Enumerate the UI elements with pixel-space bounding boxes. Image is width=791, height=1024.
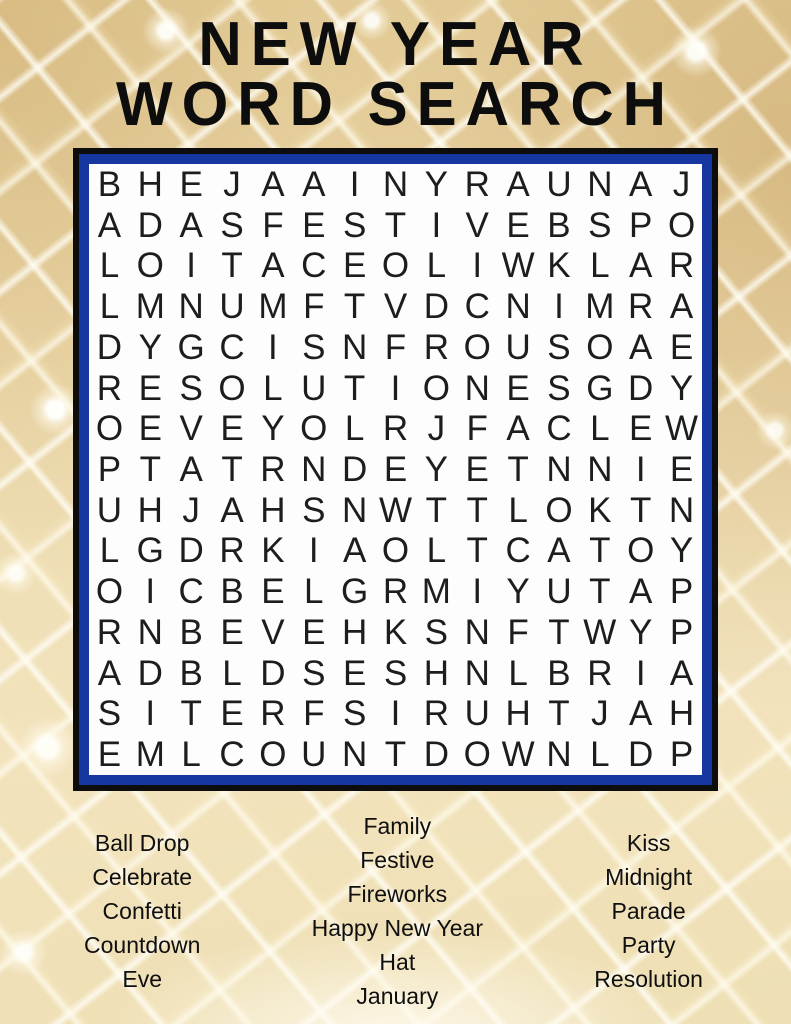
grid-cell: E <box>220 409 244 449</box>
grid-cell: N <box>505 287 531 327</box>
grid-cell: M <box>258 287 288 327</box>
grid-cell: A <box>629 572 653 612</box>
grid-cell: A <box>506 409 530 449</box>
grid-cell: P <box>669 735 694 775</box>
grid-cell: S <box>302 327 326 367</box>
grid-cell: E <box>261 572 285 612</box>
word-list-item: Midnight <box>605 864 693 890</box>
grid-cell: W <box>501 246 535 286</box>
grid-cell: O <box>545 490 573 530</box>
grid-cell: A <box>302 164 326 204</box>
grid-cell: M <box>135 287 165 327</box>
word-list-item: Eve <box>122 966 162 992</box>
grid-cell: R <box>587 653 613 693</box>
grid-cell: E <box>669 327 694 367</box>
grid-cell: Y <box>138 327 162 367</box>
grid-cell: R <box>260 449 286 489</box>
word-list-item: Party <box>621 932 676 958</box>
grid-cell: D <box>423 735 449 775</box>
grid-cell: E <box>669 449 694 489</box>
grid-cell: B <box>179 612 203 652</box>
grid-cell: V <box>383 287 408 327</box>
grid-cell: Y <box>424 164 449 204</box>
grid-cell: T <box>384 205 407 245</box>
grid-cell: O <box>463 327 491 367</box>
grid-cell: T <box>221 246 243 286</box>
grid-cell: H <box>423 653 449 693</box>
grid-cell: N <box>464 368 490 408</box>
grid-cell: N <box>546 449 572 489</box>
grid-cell: P <box>97 449 122 489</box>
word-list-column-2 <box>312 809 483 1013</box>
word-list-item: Ball Drop <box>94 830 190 856</box>
grid-cell: A <box>97 653 122 693</box>
grid-cell: L <box>99 246 120 286</box>
grid-cell: D <box>137 653 163 693</box>
grid-cell: R <box>382 572 409 612</box>
grid-cell: E <box>138 368 162 408</box>
grid-cell: A <box>506 164 530 204</box>
grid-cell: C <box>219 327 245 367</box>
word-list-column-3 <box>594 826 703 996</box>
grid-cell: D <box>137 205 163 245</box>
grid-cell: U <box>301 735 327 775</box>
grid-cell: R <box>628 287 654 327</box>
grid-cell: B <box>220 572 244 612</box>
word-list-item: Confetti <box>102 898 182 924</box>
grid-cell: L <box>590 409 610 449</box>
grid-cell: R <box>423 327 449 367</box>
grid-cell: B <box>547 205 571 245</box>
grid-cell: B <box>179 653 203 693</box>
word-list-item: Happy New Year <box>311 915 483 941</box>
grid-cell: A <box>179 449 203 489</box>
grid-cell: S <box>383 653 408 693</box>
grid-cell: Y <box>669 531 694 571</box>
grid-cell: R <box>96 368 123 408</box>
grid-cell: L <box>508 653 528 693</box>
grid-cell: W <box>501 735 535 775</box>
grid-cell: I <box>431 205 442 245</box>
grid-cell: E <box>465 449 489 489</box>
grid-cell: W <box>583 612 617 652</box>
grid-cell: I <box>635 449 646 489</box>
grid-cell: L <box>99 287 120 327</box>
word-list-item: Parade <box>611 898 686 924</box>
word-search-grid-frame <box>73 148 718 791</box>
grid-cell: A <box>179 205 203 245</box>
word-search-grid <box>89 164 702 775</box>
grid-cell: S <box>342 205 367 245</box>
grid-cell: O <box>381 246 410 286</box>
grid-cell: U <box>505 327 531 367</box>
grid-cell: E <box>97 735 122 775</box>
grid-cell: T <box>507 449 529 489</box>
grid-cell: L <box>426 246 447 286</box>
grid-cell: T <box>180 694 202 734</box>
grid-cell: N <box>341 735 368 775</box>
grid-cell: S <box>588 205 612 245</box>
grid-cell: T <box>139 449 161 489</box>
grid-cell: C <box>464 287 490 327</box>
grid-cell: A <box>629 694 653 734</box>
grid-cell: H <box>137 164 163 204</box>
word-list-column-1 <box>84 826 200 996</box>
grid-cell: D <box>178 531 204 571</box>
grid-cell: T <box>466 531 488 571</box>
word-list-item: Family <box>363 813 432 839</box>
grid-cell: R <box>260 694 286 734</box>
grid-cell: J <box>182 490 200 530</box>
grid-cell: C <box>178 572 204 612</box>
grid-cell: N <box>587 164 613 204</box>
grid-cell: I <box>308 531 319 571</box>
grid-cell: R <box>382 409 409 449</box>
grid-cell: R <box>219 531 245 571</box>
grid-cell: T <box>630 490 652 530</box>
grid-cell: O <box>259 735 287 775</box>
grid-cell: I <box>472 246 483 286</box>
grid-cell: T <box>548 612 570 652</box>
grid-cell: W <box>665 409 699 449</box>
grid-cell: I <box>349 164 360 204</box>
grid-cell: U <box>219 287 245 327</box>
grid-cell: L <box>344 409 365 449</box>
grid-cell: A <box>220 490 244 530</box>
grid-cell: M <box>135 735 165 775</box>
grid-cell: O <box>136 246 164 286</box>
grid-cell: O <box>95 572 124 612</box>
grid-cell: N <box>546 735 572 775</box>
grid-cell: L <box>222 653 242 693</box>
grid-cell: V <box>179 409 203 449</box>
grid-cell: G <box>586 368 614 408</box>
grid-cell: F <box>303 694 325 734</box>
grid-cell: E <box>138 409 162 449</box>
grid-cell: D <box>341 449 368 489</box>
grid-cell: G <box>341 572 369 612</box>
grid-cell: L <box>304 572 324 612</box>
grid-cell: K <box>261 531 285 571</box>
grid-cell: Y <box>424 449 449 489</box>
word-list-item: Fireworks <box>347 881 448 907</box>
grid-cell: O <box>667 205 696 245</box>
grid-cell: W <box>378 490 413 530</box>
word-list-item: Resolution <box>594 966 703 992</box>
grid-cell: V <box>261 612 285 652</box>
grid-cell: L <box>508 490 528 530</box>
grid-cell: I <box>390 368 401 408</box>
grid-cell: T <box>343 287 366 327</box>
word-list-item: Kiss <box>626 830 671 856</box>
grid-cell: B <box>97 164 122 204</box>
grid-cell: R <box>668 246 695 286</box>
grid-cell: E <box>383 449 408 489</box>
grid-cell: G <box>177 327 205 367</box>
grid-cell: S <box>424 612 449 652</box>
grid-cell: I <box>186 246 197 286</box>
grid-cell: C <box>505 531 531 571</box>
grid-cell: U <box>301 368 327 408</box>
grid-cell: O <box>627 531 655 571</box>
grid-cell: O <box>381 531 410 571</box>
grid-cell: S <box>302 490 326 530</box>
grid-cell: A <box>629 327 653 367</box>
grid-cell: R <box>423 694 449 734</box>
grid-cell: A <box>629 164 653 204</box>
grid-cell: N <box>587 449 613 489</box>
grid-cell: O <box>586 327 614 367</box>
grid-cell: S <box>302 653 326 693</box>
grid-cell: T <box>548 694 570 734</box>
grid-cell: O <box>422 368 450 408</box>
grid-cell: O <box>300 409 328 449</box>
grid-cell: C <box>546 409 572 449</box>
grid-cell: E <box>220 612 244 652</box>
grid-cell: D <box>628 368 654 408</box>
grid-cell: I <box>635 653 646 693</box>
grid-cell: U <box>546 572 572 612</box>
grid-cell: C <box>301 246 327 286</box>
grid-cell: O <box>463 735 491 775</box>
grid-cell: N <box>178 287 204 327</box>
grid-cell: R <box>96 612 123 652</box>
grid-cell: L <box>181 735 201 775</box>
grid-cell: E <box>629 409 653 449</box>
grid-cell: L <box>263 368 283 408</box>
grid-cell: K <box>383 612 408 652</box>
grid-cell: D <box>628 735 654 775</box>
grid-cell: V <box>465 205 489 245</box>
grid-cell: D <box>423 287 449 327</box>
grid-cell: J <box>223 164 241 204</box>
grid-cell: Y <box>629 612 653 652</box>
grid-cell: Y <box>261 409 285 449</box>
grid-cell: N <box>668 490 695 530</box>
grid-cell: H <box>341 612 368 652</box>
grid-cell: F <box>303 287 325 327</box>
grid-cell: T <box>589 531 611 571</box>
grid-cell: A <box>97 205 122 245</box>
grid-cell: B <box>547 653 571 693</box>
grid-cell: A <box>669 653 694 693</box>
word-list <box>0 809 791 1013</box>
grid-cell: T <box>589 572 611 612</box>
grid-cell: D <box>260 653 286 693</box>
grid-cell: C <box>219 735 245 775</box>
grid-cell: I <box>145 694 156 734</box>
word-list-item: Countdown <box>84 932 201 958</box>
grid-cell: S <box>342 694 367 734</box>
grid-cell: L <box>590 246 610 286</box>
grid-cell: G <box>136 531 164 571</box>
grid-cell: A <box>547 531 571 571</box>
grid-cell: E <box>342 246 367 286</box>
grid-cell: L <box>590 735 610 775</box>
grid-cell: S <box>179 368 203 408</box>
title-line-1: NEW YEAR <box>198 8 593 79</box>
grid-cell: U <box>464 694 490 734</box>
grid-cell: K <box>547 246 571 286</box>
grid-cell: A <box>629 246 653 286</box>
grid-cell: T <box>384 735 407 775</box>
grid-cell: I <box>268 327 278 367</box>
grid-cell: A <box>669 287 694 327</box>
grid-cell: T <box>466 490 488 530</box>
grid-cell: S <box>547 368 571 408</box>
grid-cell: A <box>261 246 285 286</box>
grid-cell: N <box>301 449 327 489</box>
grid-cell: P <box>669 572 694 612</box>
grid-cell: E <box>342 653 367 693</box>
grid-cell: F <box>384 327 407 367</box>
grid-cell: E <box>506 205 530 245</box>
grid-cell: D <box>96 327 123 367</box>
grid-cell: I <box>472 572 483 612</box>
grid-cell: E <box>302 612 326 652</box>
grid-cell: J <box>427 409 446 449</box>
grid-cell: H <box>668 694 695 734</box>
grid-cell: N <box>382 164 409 204</box>
grid-cell: L <box>99 531 120 571</box>
grid-cell: O <box>218 368 246 408</box>
grid-cell: I <box>390 694 401 734</box>
grid-cell: F <box>466 409 488 449</box>
grid-cell: N <box>137 612 163 652</box>
grid-cell: M <box>585 287 615 327</box>
word-list-item: January <box>356 983 439 1009</box>
grid-cell: E <box>220 694 244 734</box>
grid-cell: N <box>341 327 368 367</box>
grid-cell: S <box>97 694 122 734</box>
grid-cell: H <box>260 490 286 530</box>
grid-cell: P <box>629 205 653 245</box>
grid-cell: Y <box>669 368 694 408</box>
grid-cell: E <box>506 368 530 408</box>
grid-cell: O <box>95 409 124 449</box>
grid-cell: T <box>425 490 448 530</box>
grid-cell: S <box>220 205 244 245</box>
grid-cell: T <box>343 368 366 408</box>
grid-cell: A <box>342 531 367 571</box>
grid-cell: E <box>179 164 203 204</box>
word-list-item: Festive <box>360 847 435 873</box>
word-list-item: Hat <box>379 949 416 975</box>
grid-cell: L <box>426 531 447 571</box>
page-title <box>0 0 791 139</box>
grid-cell: U <box>96 490 123 530</box>
grid-cell: R <box>464 164 490 204</box>
grid-cell: I <box>554 287 564 327</box>
grid-cell: F <box>507 612 529 652</box>
grid-cell: T <box>221 449 243 489</box>
grid-cell: J <box>672 164 691 204</box>
grid-cell: A <box>261 164 285 204</box>
grid-cell: N <box>464 612 490 652</box>
grid-cell: N <box>464 653 490 693</box>
grid-cell: N <box>341 490 368 530</box>
grid-cell: P <box>669 612 694 652</box>
grid-cell: M <box>421 572 451 612</box>
grid-cell: I <box>145 572 156 612</box>
title-line-2: WORD SEARCH <box>116 68 675 139</box>
word-list-item: Celebrate <box>92 864 193 890</box>
grid-cell: E <box>302 205 326 245</box>
grid-cell: H <box>137 490 163 530</box>
grid-cell: J <box>591 694 609 734</box>
grid-cell: H <box>505 694 531 734</box>
grid-cell: Y <box>506 572 530 612</box>
grid-cell: F <box>262 205 284 245</box>
grid-cell: U <box>546 164 572 204</box>
grid-cell: K <box>588 490 612 530</box>
grid-cell: S <box>547 327 571 367</box>
